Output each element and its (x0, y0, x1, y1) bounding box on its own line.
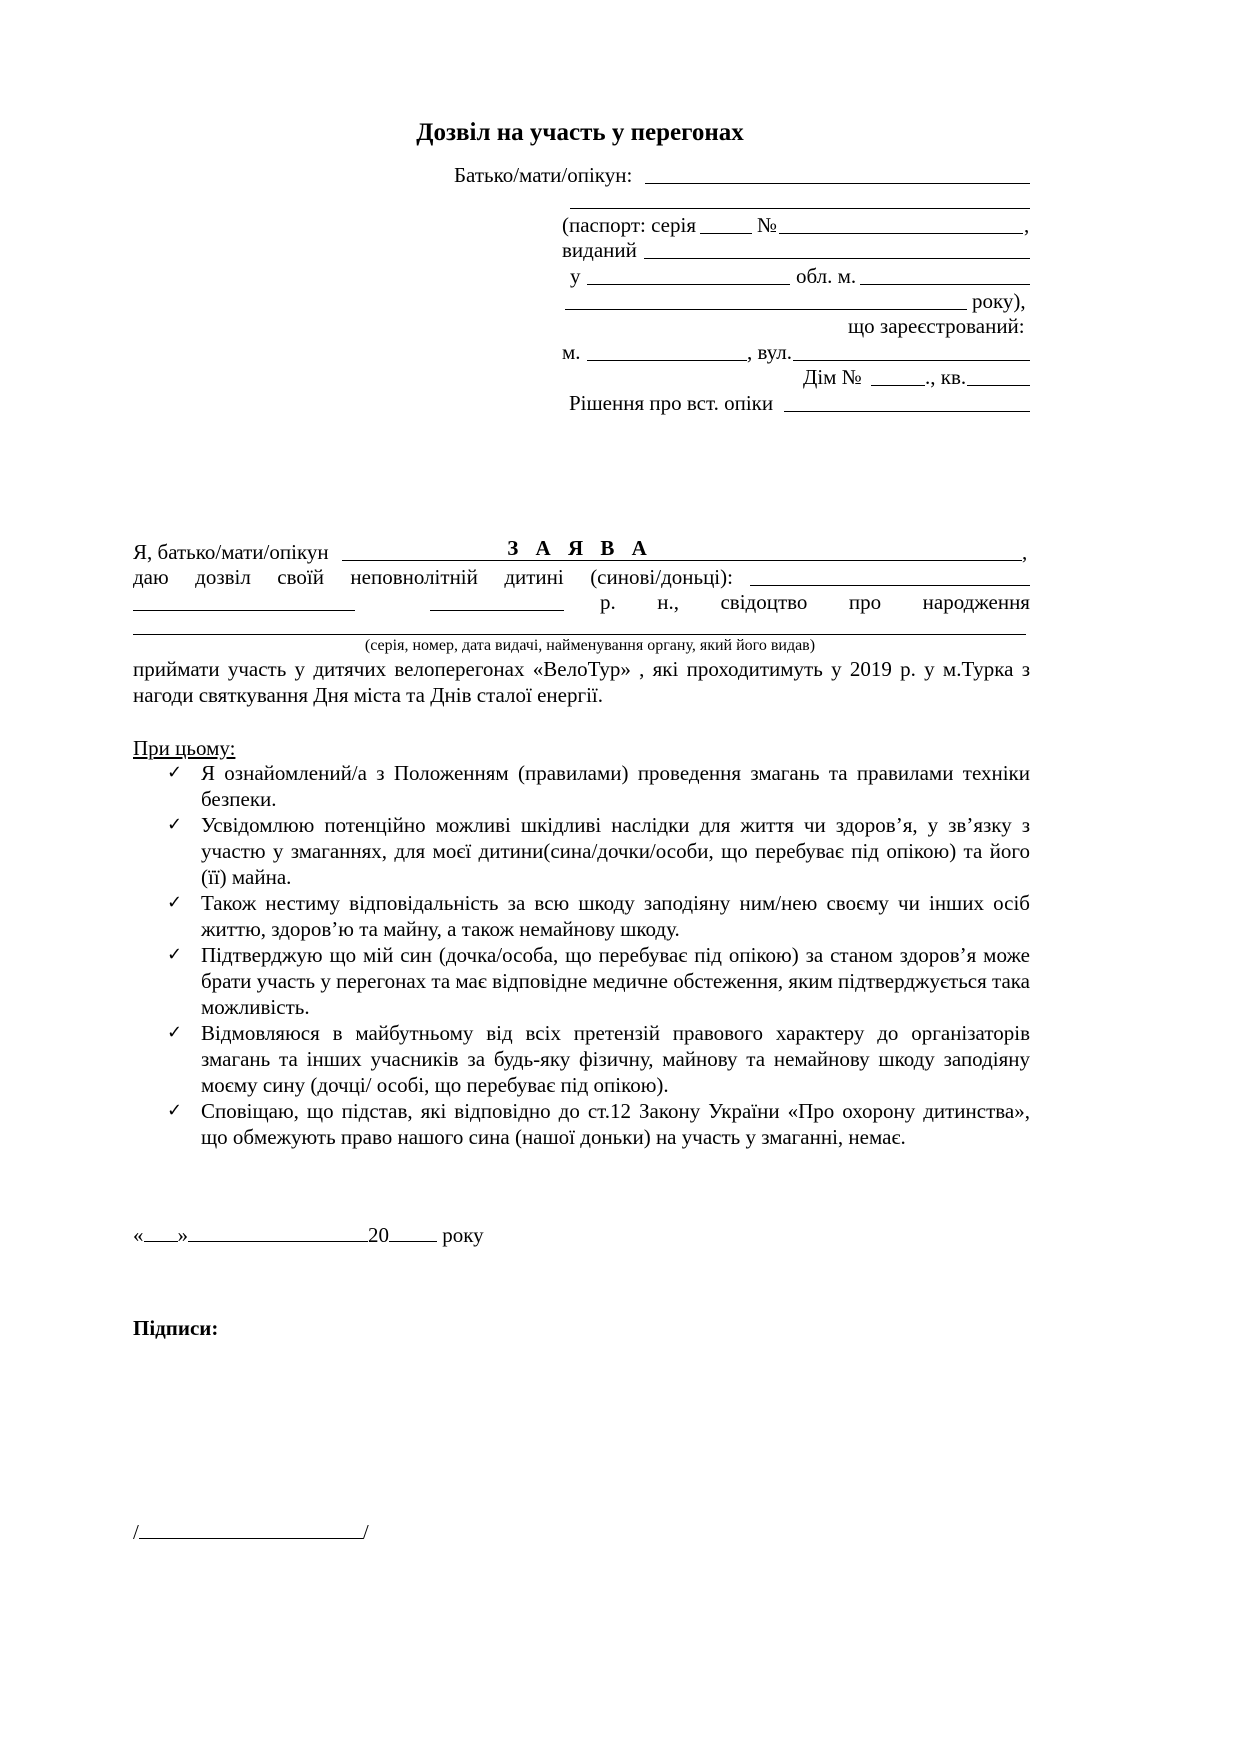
condition-item (133, 942, 1030, 1020)
parent-label: Батько/мати/опікун: (454, 163, 633, 187)
registered-label: що зареєстрований: (848, 314, 1025, 338)
passport-number-field[interactable] (779, 233, 1023, 234)
in-label: у (570, 264, 581, 288)
issued-label: виданий (562, 238, 637, 262)
condition-text: Я ознайомлений/а з Положенням (правилами) проведення змагань та правилами техніки безпеки. (201, 761, 1030, 811)
house-number-field[interactable] (871, 385, 925, 386)
certificate-caption: (серія, номер, дата видачі, найменування органу, який його видав) (364, 637, 816, 654)
checkmark-icon: ✓ (167, 762, 183, 783)
participation-paragraph: приймати участь у дитячих велоперегонах «ВелоТур» , які проходитимуть у 2019 р. у м.Турка з нагоди святкування Дня міста та Днів сталої енергії. (133, 657, 1030, 707)
conditions-list (133, 760, 1030, 1150)
conditions-label: При цьому: (133, 736, 236, 760)
permission-word: неповнолітній (350, 565, 478, 589)
condition-text: Відмовляюся в майбутньому від всіх претензій правового характеру до організаторів змагань та інших учасників за будь-яку фізичну, майнову та немайнову шкоду заподіяну моєму сину (дочці/ особі, що перебуває під опікою). (201, 1021, 1030, 1097)
checkmark-icon: ✓ (167, 892, 183, 913)
house-label: Дім № (803, 365, 862, 389)
date-close-quote: » (177, 1223, 188, 1247)
passport-series-field[interactable] (700, 233, 752, 234)
street-label: , вул. (747, 340, 793, 364)
signature-line (133, 1520, 369, 1543)
checkmark-icon: ✓ (167, 1022, 183, 1043)
condition-text: Підтверджую що мій син (дочка/особа, що перебуває під опікою) за станом здоров’я може брати участь у перегонах та має відповідне медичне обстеження, яким підтверджується така можливість. (201, 943, 1030, 1019)
birth-word: народження (922, 590, 1030, 614)
condition-item (133, 812, 1030, 890)
statement-line1-comma: , (1022, 540, 1028, 564)
date-open-quote: « (133, 1223, 144, 1247)
birth-word: р. (600, 590, 616, 614)
birth-word: н., (657, 590, 679, 614)
region-label: обл. м. (796, 264, 857, 288)
parent-name-field-2[interactable] (570, 208, 1030, 209)
century-label: 20 (368, 1223, 389, 1247)
signature-field[interactable] (139, 1520, 363, 1539)
statement-parent-label: Я, батько/мати/опікун (133, 540, 329, 564)
child-name-field-2[interactable] (133, 610, 355, 611)
day-field[interactable] (144, 1223, 178, 1242)
signature-slash-right: / (362, 1520, 369, 1544)
city-label: м. (562, 340, 581, 364)
issued-by-field[interactable] (644, 258, 1030, 259)
birth-certificate-field[interactable] (133, 634, 1026, 635)
child-name-field[interactable] (750, 585, 1030, 586)
parent-name-field[interactable] (645, 183, 1030, 184)
permission-word: (синові/доньці): (590, 565, 733, 589)
year-field[interactable] (389, 1223, 437, 1242)
condition-text: Також нестиму відповідальність за всю шкоду заподіяну ним/нею своєму чи інших осіб життю, здоров’ю та майну, а також немайнову шкоду. (201, 891, 1030, 941)
document-title: Дозвіл на участь у перегонах (416, 119, 744, 146)
permission-word: своїй (277, 565, 324, 589)
street-field[interactable] (793, 360, 1030, 361)
condition-item (133, 890, 1030, 942)
condition-item (133, 1098, 1030, 1150)
signatures-label: Підписи: (133, 1316, 219, 1340)
issue-date-field[interactable] (565, 309, 967, 310)
guardianship-decision-field[interactable] (784, 411, 1030, 412)
year-suffix-label: року (442, 1223, 484, 1247)
guardianship-label: Рішення про вст. опіки (569, 391, 774, 415)
issue-place-field[interactable] (587, 284, 790, 285)
signature-slash-left: / (133, 1520, 139, 1544)
checkmark-icon: ✓ (167, 944, 183, 965)
condition-item (133, 1020, 1030, 1098)
year-suffix: року), (972, 289, 1026, 313)
permission-word: дитині (504, 565, 564, 589)
statement-heading: З А Я В А (507, 536, 653, 560)
number-sign: № (757, 213, 778, 237)
region-city-field[interactable] (860, 284, 1030, 285)
permission-word: дозвіл (195, 565, 251, 589)
passport-comma: , (1024, 213, 1030, 237)
checkmark-icon: ✓ (167, 1100, 183, 1121)
month-field[interactable] (188, 1223, 368, 1242)
apartment-label: ., кв. (925, 365, 967, 389)
birth-word: свідоцтво (720, 590, 808, 614)
condition-item (133, 760, 1030, 812)
date-line (133, 1223, 484, 1246)
statement-parent-name-field[interactable] (342, 560, 1022, 561)
city-field[interactable] (587, 360, 747, 361)
condition-text: Сповіщаю, що підстав, які відповідно до ст.12 Закону України «Про охорону дитинства», що обмежують право нашого сина (нашої доньки) на участь у змаганні, немає. (201, 1099, 1030, 1149)
passport-label: (паспорт: серія (562, 213, 696, 237)
birth-certificate-line (600, 592, 1030, 613)
permission-word: даю (133, 565, 169, 589)
apartment-field[interactable] (967, 385, 1030, 386)
condition-text: Усвідомлюю потенційно можливі шкідливі наслідки для життя чи здоров’я, у зв’язку з участю у змаганнях, для моєї дитини(сина/дочки/особи, що перебуває під опікою) та його (її) майна. (201, 813, 1030, 889)
birth-word: про (848, 590, 882, 614)
birth-year-field[interactable] (430, 610, 564, 611)
permission-line (133, 567, 733, 588)
checkmark-icon: ✓ (167, 814, 183, 835)
